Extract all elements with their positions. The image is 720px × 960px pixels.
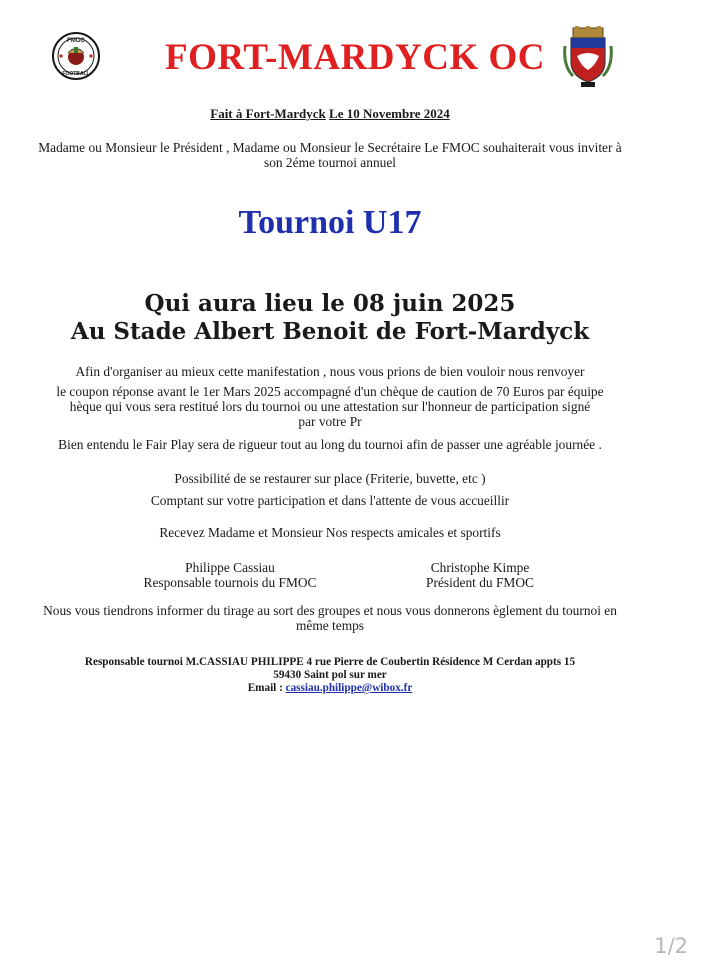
signature-block — [380, 560, 580, 590]
paragraph-draw-info: Nous vous tiendrons informer du tirage au sort des groupes et nous vous donnerons èglement du tournoi en même temps — [43, 603, 617, 633]
signature-role: Responsable tournois du FMOC — [143, 575, 317, 590]
signature-role: Président du FMOC — [426, 575, 534, 590]
coat-of-arms-icon — [563, 26, 613, 88]
contact-block — [0, 656, 660, 695]
dateline — [0, 106, 660, 122]
club-crest-icon — [52, 32, 100, 80]
contact-address: Responsable tournoi M.CASSIAU PHILIPPE 4 rue Pierre de Coubertin Résidence M Cerdan appts 15 — [84, 656, 576, 668]
paragraph-fair-play: Bien entendu le Fair Play sera de rigueur tout au long du tournoi afin de passer une agréable journée . — [58, 437, 602, 452]
email-link[interactable]: cassiau.philippe@wibox.fr — [285, 682, 413, 694]
tournament-heading: Tournoi U17 — [238, 204, 422, 241]
paragraph-coupon-line3: par votre Pr — [298, 414, 362, 429]
contact-city: 59430 Saint pol sur mer — [273, 669, 387, 681]
paragraph-regards: Recevez Madame et Monsieur Nos respects amicales et sportifs — [159, 525, 501, 540]
crest-bottom-text: FOOTBALL — [62, 71, 90, 77]
event-venue: Au Stade Albert Benoit de Fort-Mardyck — [70, 318, 590, 345]
contact-email-line — [0, 682, 660, 695]
email-label: Email : — [247, 682, 286, 694]
paragraph-coupon-line2: hèque qui vous sera restitué lors du tournoi ou une attestation sur l'honneur de participation signé — [69, 399, 591, 414]
paragraph-organize: Afin d'organiser au mieux cette manifestation , nous vous prions de bien vouloir nous renvoyer — [75, 364, 585, 379]
event-date: Qui aura lieu le 08 juin 2025 — [144, 290, 516, 317]
signature-name: Christophe Kimpe — [430, 560, 530, 575]
crest-top-text: FMOC — [67, 38, 85, 44]
signature-name: Philippe Cassiau — [185, 560, 275, 575]
paragraph-coupon-line1: le coupon réponse avant le 1er Mars 2025 accompagné d'un chèque de caution de 70 Euros par équipe — [56, 384, 604, 399]
event-date-venue — [0, 290, 660, 346]
page-indicator: 1/2 — [654, 934, 688, 958]
intro-paragraph: Madame ou Monsieur le Président , Madame ou Monsieur le Secrétaire Le FMOC souhaiterait vous inviter à son 2éme tournoi annuel — [38, 140, 622, 170]
signature-block — [130, 560, 330, 590]
document-title: FORT-MARDYCK OC — [165, 37, 545, 78]
paragraph-participation: Comptant sur votre participation et dans l'attente de vous accueillir — [150, 493, 510, 508]
paragraph-catering: Possibilité de se restaurer sur place (Friterie, buvette, etc ) — [174, 471, 486, 486]
dateline-date: Le 10 Novembre 2024 — [329, 106, 450, 121]
dateline-place: Fait à Fort-Mardyck — [210, 106, 326, 121]
paragraph-coupon — [20, 384, 640, 429]
